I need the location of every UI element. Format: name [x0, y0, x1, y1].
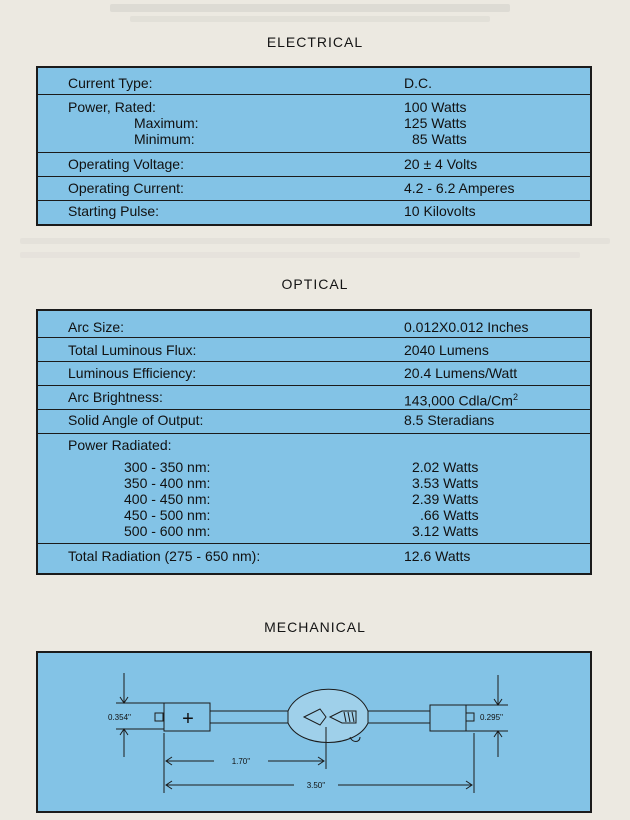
total-luminous-flux-value: 2040 Lumens — [404, 342, 489, 358]
starting-pulse-label: Starting Pulse: — [68, 203, 160, 219]
operating-current-row — [38, 176, 590, 201]
arc-brightness-row — [38, 385, 590, 410]
arc-brightness-value-wrap — [404, 389, 518, 409]
power-minimum-label: Minimum: — [134, 131, 195, 147]
operating-voltage-row — [38, 152, 590, 177]
length-arc-label: 1.70'' — [231, 757, 251, 766]
diameter-right-label: 0.295'' — [480, 713, 504, 722]
operating-current-label: Operating Current: — [68, 180, 184, 196]
arc-brightness-value: 143,000 Cdla/Cm — [404, 392, 513, 409]
bleed-through-mark — [110, 4, 510, 12]
power-row — [38, 94, 590, 153]
band-value: 3.53 Watts — [412, 475, 479, 491]
optical-heading: OPTICAL — [281, 276, 349, 292]
arc-size-value: 0.012X0.012 Inches — [404, 319, 529, 335]
power-minimum-value: 85 Watts — [412, 131, 467, 147]
electrical-panel — [36, 66, 592, 226]
lamp-right-pin — [466, 713, 474, 721]
band-range: 500 - 600 nm: — [124, 523, 211, 539]
arc-size-row — [38, 311, 590, 338]
power-rated-label: Power, Rated: — [68, 99, 156, 115]
band-value: 2.02 Watts — [412, 459, 479, 475]
polarity-mark: + — [182, 708, 194, 730]
solid-angle-label: Solid Angle of Output: — [68, 412, 204, 428]
length-total-label: 3.50'' — [306, 781, 326, 790]
band-range: 300 - 350 nm: — [124, 459, 211, 475]
mechanical-panel — [36, 651, 592, 813]
current-type-value: D.C. — [404, 75, 432, 91]
lamp-right-base — [430, 705, 466, 731]
power-rated-value: 100 Watts — [404, 99, 467, 115]
power-radiated-row — [38, 433, 590, 544]
optical-panel — [36, 309, 592, 575]
power-radiated-label: Power Radiated: — [68, 437, 172, 453]
diameter-left-label: 0.354'' — [108, 713, 132, 722]
bleed-through-mark — [130, 16, 490, 22]
band-value: 2.39 Watts — [412, 491, 479, 507]
luminous-efficiency-value: 20.4 Lumens/Watt — [404, 365, 518, 381]
lamp-left-pin — [155, 713, 163, 721]
total-radiation-label: Total Radiation (275 - 650 nm): — [68, 548, 261, 564]
luminous-efficiency-label: Luminous Efficiency: — [68, 365, 197, 381]
operating-voltage-label: Operating Voltage: — [68, 156, 184, 172]
operating-voltage-value: 20 ± 4 Volts — [404, 156, 478, 172]
total-radiation-value: 12.6 Watts — [404, 548, 471, 564]
luminous-efficiency-row — [38, 361, 590, 386]
electrical-heading: ELECTRICAL — [266, 34, 364, 50]
solid-angle-value: 8.5 Steradians — [404, 412, 495, 428]
current-type-label: Current Type: — [68, 75, 153, 91]
arc-size-label: Arc Size: — [68, 319, 125, 335]
band-value: 3.12 Watts — [412, 523, 479, 539]
bleed-through-mark — [20, 238, 610, 244]
band-range: 350 - 400 nm: — [124, 475, 211, 491]
arc-brightness-superscript: 2 — [512, 392, 518, 402]
band-range: 450 - 500 nm: — [124, 507, 211, 523]
total-radiation-row — [38, 543, 590, 573]
starting-pulse-row — [38, 200, 590, 224]
band-value: .66 Watts — [420, 507, 479, 523]
arc-brightness-label: Arc Brightness: — [68, 389, 163, 405]
total-luminous-flux-row — [38, 337, 590, 362]
current-type-row — [38, 68, 590, 95]
solid-angle-row — [38, 409, 590, 434]
power-maximum-value: 125 Watts — [404, 115, 467, 131]
mechanical-heading: MECHANICAL — [264, 619, 366, 635]
total-luminous-flux-label: Total Luminous Flux: — [68, 342, 197, 358]
bleed-through-mark — [20, 252, 580, 258]
lamp-dimension-drawing — [38, 653, 590, 811]
band-range: 400 - 450 nm: — [124, 491, 211, 507]
starting-pulse-value: 10 Kilovolts — [404, 203, 476, 219]
operating-current-value: 4.2 - 6.2 Amperes — [404, 180, 515, 196]
power-maximum-label: Maximum: — [134, 115, 199, 131]
